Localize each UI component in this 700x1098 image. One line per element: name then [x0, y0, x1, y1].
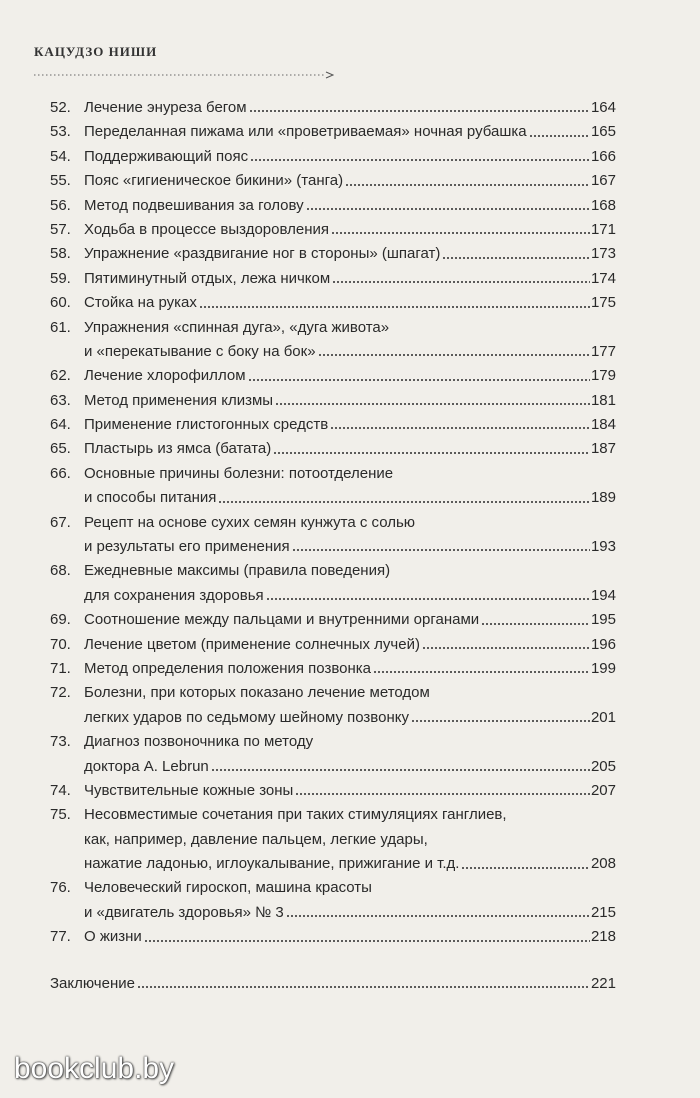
toc-page-number: 207 — [590, 781, 616, 799]
toc-line — [50, 633, 616, 657]
toc-page-number: 181 — [590, 391, 616, 409]
toc-entry — [50, 657, 616, 681]
toc-line — [50, 755, 616, 779]
toc-number: 53. — [50, 123, 71, 141]
toc-page-number: 179 — [590, 367, 616, 385]
toc-title: Стойка на руках — [84, 294, 197, 312]
toc-title: доктора A. Lebrun — [84, 757, 209, 775]
toc-entry — [50, 559, 616, 608]
dot-leader — [373, 670, 590, 674]
toc-page-number: 184 — [590, 416, 616, 434]
toc-entry — [50, 120, 616, 144]
toc-line — [50, 340, 616, 364]
toc-entry — [50, 413, 616, 437]
toc-page-number: 168 — [590, 196, 616, 214]
toc-number: 63. — [50, 391, 71, 409]
conclusion-page-number: 221 — [590, 974, 616, 992]
toc-line — [50, 584, 616, 608]
dot-leader — [250, 158, 590, 162]
toc-page-number: 208 — [590, 855, 616, 873]
toc-entry — [50, 169, 616, 193]
toc-line — [50, 535, 616, 559]
toc-number: 60. — [50, 294, 71, 312]
toc-title: О жизни — [84, 928, 142, 946]
dot-leader — [295, 792, 590, 796]
toc-title: Несовместимые сочетания при таких стимуляциях ганглиев, — [84, 806, 507, 824]
dot-leader — [199, 305, 590, 309]
toc-line — [50, 145, 616, 169]
toc-number: 75. — [50, 806, 71, 824]
toc-page-number: 175 — [590, 294, 616, 312]
toc-number: 52. — [50, 98, 71, 116]
toc-number: 66. — [50, 464, 71, 482]
toc-number: 72. — [50, 684, 71, 702]
toc-title: Рецепт на основе сухих семян кунжута с солью — [84, 513, 416, 531]
dot-leader — [331, 231, 590, 235]
toc-title: Соотношение между пальцами и внутренними органами — [84, 611, 480, 629]
toc-title: легких ударов по седьмому шейному позвонку — [84, 708, 409, 726]
dot-leader — [275, 402, 590, 406]
toc-entry — [50, 730, 616, 779]
toc-title: Метод применения клизмы — [84, 391, 274, 409]
toc-page-number: 167 — [590, 172, 616, 190]
toc-number: 67. — [50, 513, 71, 531]
toc-number: 62. — [50, 367, 71, 385]
toc-line — [50, 852, 616, 876]
conclusion-title: Заключение — [50, 974, 135, 992]
toc-number: 65. — [50, 440, 71, 458]
toc-line — [50, 803, 616, 827]
toc-page-number: 201 — [590, 708, 616, 726]
dot-leader — [330, 426, 590, 430]
toc-number: 54. — [50, 147, 71, 165]
dot-leader — [442, 256, 590, 260]
toc-entry — [50, 779, 616, 803]
toc-page-number: 218 — [590, 928, 616, 946]
toc-title: для сохранения здоровья — [84, 586, 264, 604]
toc-entry — [50, 218, 616, 242]
toc-title: и результаты его применения — [84, 538, 290, 556]
watermark: bookclub.by — [14, 1052, 175, 1085]
toc-number: 55. — [50, 172, 71, 190]
toc-line — [50, 120, 616, 144]
toc-title: Диагноз позвоночника по методу — [84, 733, 314, 751]
toc-title: Пояс «гигиеническое бикини» (танга) — [84, 172, 344, 190]
toc-number: 68. — [50, 562, 71, 580]
toc-page-number: 171 — [590, 220, 616, 238]
toc-entry — [50, 242, 616, 266]
toc-title: Основные причины болезни: потоотделение — [84, 464, 394, 482]
toc-entry — [50, 803, 616, 876]
dot-leader — [292, 548, 590, 552]
dot-leader — [461, 866, 590, 870]
toc-line — [50, 218, 616, 242]
toc-page-number: 205 — [590, 757, 616, 775]
toc-line — [50, 364, 616, 388]
toc-line — [50, 681, 616, 705]
toc-title: Ходьба в процессе выздоровления — [84, 220, 329, 238]
toc-title: Метод подвешивания за голову — [84, 196, 304, 214]
dot-leader — [286, 914, 590, 918]
toc-entry — [50, 364, 616, 388]
toc-line — [50, 828, 616, 852]
toc-title: Лечение цветом (применение солнечных лучей) — [84, 635, 420, 653]
toc-page-number: 195 — [590, 611, 616, 629]
table-of-contents — [50, 96, 616, 996]
toc-line — [50, 657, 616, 681]
toc-line — [50, 706, 616, 730]
dot-leader — [218, 500, 590, 504]
toc-line — [50, 194, 616, 218]
dot-leader — [529, 134, 590, 138]
toc-entry — [50, 291, 616, 315]
toc-title: Лечение хлорофиллом — [84, 367, 246, 385]
toc-page-number: 215 — [590, 903, 616, 921]
toc-number: 77. — [50, 928, 71, 946]
toc-page-number: 174 — [590, 269, 616, 287]
toc-number: 74. — [50, 781, 71, 799]
toc-number: 70. — [50, 635, 71, 653]
toc-title: Поддерживающий пояс — [84, 147, 249, 165]
toc-entry — [50, 437, 616, 461]
toc-line — [50, 486, 616, 510]
dot-leader — [318, 353, 590, 357]
toc-line — [50, 267, 616, 291]
dot-leader — [422, 646, 590, 650]
toc-page-number: 173 — [590, 245, 616, 263]
dot-leader — [249, 109, 590, 113]
toc-title: Переделанная пижама или «проветриваемая» ночная рубашка — [84, 123, 527, 141]
dot-leader — [137, 985, 590, 989]
toc-number: 71. — [50, 659, 71, 677]
toc-title: Упражнение «раздвигание ног в стороны» (шпагат) — [84, 245, 441, 263]
toc-line — [50, 389, 616, 413]
toc-line — [50, 413, 616, 437]
toc-number: 56. — [50, 196, 71, 214]
toc-entry — [50, 316, 616, 365]
toc-line — [50, 316, 616, 340]
toc-line — [50, 877, 616, 901]
toc-number: 73. — [50, 733, 71, 751]
toc-line — [50, 608, 616, 632]
dot-leader — [211, 768, 590, 772]
running-head: КАЦУДЗО НИШИ — [34, 44, 158, 59]
toc-conclusion — [50, 972, 616, 996]
toc-number: 58. — [50, 245, 71, 263]
toc-line — [50, 730, 616, 754]
toc-title: Применение глистогонных средств — [84, 416, 329, 434]
toc-line — [50, 291, 616, 315]
toc-entry — [50, 608, 616, 632]
toc-title: Упражнения «спинная дуга», «дуга живота» — [84, 318, 390, 336]
toc-line — [50, 511, 616, 535]
toc-page-number: 196 — [590, 635, 616, 653]
toc-title: Ежедневные максимы (правила поведения) — [84, 562, 391, 580]
toc-title: Пластырь из ямса (батата) — [84, 440, 272, 458]
toc-line — [50, 925, 616, 949]
toc-number: 57. — [50, 220, 71, 238]
toc-title: нажатие ладонью, иглоукалывание, прижигание и т.д. — [84, 855, 460, 873]
toc-line — [50, 437, 616, 461]
toc-page-number: 165 — [590, 123, 616, 141]
dot-leader — [345, 183, 590, 187]
dotted-arrow-rule — [34, 70, 334, 80]
toc-line — [50, 779, 616, 803]
toc-title: как, например, давление пальцем, легкие удары, — [84, 830, 428, 848]
toc-page-number: 164 — [590, 98, 616, 116]
toc-title: и «перекатывание с боку на бок» — [84, 342, 316, 360]
toc-page-number: 199 — [590, 659, 616, 677]
toc-page-number: 189 — [590, 489, 616, 507]
toc-line — [50, 462, 616, 486]
toc-entry — [50, 511, 616, 560]
toc-number: 64. — [50, 416, 71, 434]
toc-entry — [50, 925, 616, 949]
toc-title: Болезни, при которых показано лечение методом — [84, 684, 430, 702]
toc-entry — [50, 267, 616, 291]
toc-entry — [50, 633, 616, 657]
toc-entry — [50, 877, 616, 926]
toc-title: и «двигатель здоровья» № 3 — [84, 903, 284, 921]
toc-line — [50, 242, 616, 266]
dot-leader — [306, 207, 590, 211]
toc-page-number: 177 — [590, 342, 616, 360]
toc-number: 61. — [50, 318, 71, 336]
dot-leader — [332, 280, 590, 284]
toc-title: Человеческий гироскоп, машина красоты — [84, 879, 372, 897]
toc-page-number: 166 — [590, 147, 616, 165]
toc-page-number: 194 — [590, 586, 616, 604]
dot-leader — [248, 378, 590, 382]
toc-entry — [50, 145, 616, 169]
toc-entry — [50, 681, 616, 730]
dot-leader — [273, 451, 590, 455]
toc-entry — [50, 96, 616, 120]
toc-title: Пятиминутный отдых, лежа ничком — [84, 269, 331, 287]
toc-number: 69. — [50, 611, 71, 629]
toc-title: Метод определения положения позвонка — [84, 659, 371, 677]
toc-page-number: 193 — [590, 538, 616, 556]
toc-title: Лечение энуреза бегом — [84, 98, 247, 116]
toc-number: 59. — [50, 269, 71, 287]
toc-line — [50, 169, 616, 193]
dot-leader — [411, 719, 590, 723]
dot-leader — [481, 622, 590, 626]
toc-entry — [50, 462, 616, 511]
dot-leader — [144, 939, 590, 943]
toc-entry — [50, 389, 616, 413]
toc-page-number: 187 — [590, 440, 616, 458]
toc-title: Чувствительные кожные зоны — [84, 781, 294, 799]
toc-line — [50, 559, 616, 583]
dot-leader — [266, 597, 590, 601]
toc-entry — [50, 194, 616, 218]
toc-line — [50, 901, 616, 925]
toc-line — [50, 96, 616, 120]
toc-number: 76. — [50, 879, 71, 897]
toc-title: и способы питания — [84, 489, 217, 507]
